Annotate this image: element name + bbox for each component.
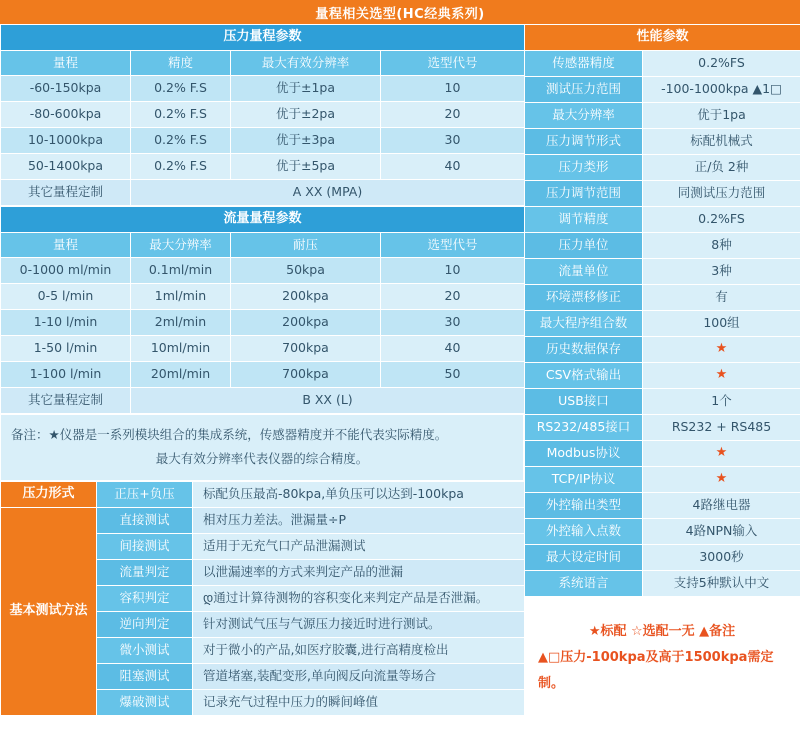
table-row <box>525 493 800 519</box>
param-label: CSV格式输出 <box>525 363 643 389</box>
table-row <box>525 51 800 77</box>
pressure-col-accuracy: 精度 <box>131 51 231 76</box>
param-value: 优于1pa <box>643 103 800 129</box>
cell-pressure: 700kpa <box>231 362 381 388</box>
table-row <box>1 336 525 362</box>
param-label: TCP/IP协议 <box>525 467 643 493</box>
cell-resolution: 优于±3pa <box>231 128 381 154</box>
param-label: 最大分辨率 <box>525 103 643 129</box>
param-label: 压力单位 <box>525 233 643 259</box>
table-row <box>525 207 800 233</box>
method-name: 容积判定 <box>97 585 193 611</box>
param-value: 同测试压力范围 <box>643 181 800 207</box>
page-title: 量程相关选型(HC经典系列) <box>0 0 800 24</box>
param-value: 有 <box>643 285 800 311</box>
method-name: 间接测试 <box>97 533 193 559</box>
table-row <box>1 481 525 507</box>
table-row <box>1 102 525 128</box>
flow-column-headers <box>1 233 525 258</box>
param-label: 调节精度 <box>525 207 643 233</box>
cell-range: 0-1000 ml/min <box>1 258 131 284</box>
method-desc: 适用于无充气口产品泄漏测试 <box>193 533 525 559</box>
table-row <box>1 362 525 388</box>
cell-resolution: 0.1ml/min <box>131 258 231 284</box>
cell-code: 20 <box>381 284 525 310</box>
method-name: 直接测试 <box>97 507 193 533</box>
pressure-col-resolution: 最大有效分辨率 <box>231 51 381 76</box>
table-row <box>525 259 800 285</box>
remark-line-2: 最大有效分辨率代表仪器的综合精度。 <box>155 450 369 466</box>
table-row <box>525 285 800 311</box>
flow-col-resolution: 最大分辨率 <box>131 233 231 258</box>
table-row <box>1 76 525 102</box>
method-name: 爆破测试 <box>97 689 193 715</box>
param-label: 流量单位 <box>525 259 643 285</box>
table-row <box>1 310 525 336</box>
method-name: 微小测试 <box>97 637 193 663</box>
method-desc: 标配负压最高-80kpa,单负压可以达到-100kpa <box>193 481 525 507</box>
param-value: ★ <box>643 363 800 389</box>
table-row <box>525 311 800 337</box>
method-name: 流量判定 <box>97 559 193 585</box>
cell-code: 40 <box>381 154 525 180</box>
cell-resolution: 20ml/min <box>131 362 231 388</box>
cell-pressure: 200kpa <box>231 310 381 336</box>
param-value: 0.2%FS <box>643 51 800 77</box>
pressure-custom-label: 其它量程定制 <box>1 180 131 206</box>
param-label: 外控输入点数 <box>525 519 643 545</box>
flow-col-code: 选型代号 <box>381 233 525 258</box>
legend-line-1: ★标配 ☆选配一无 ▲备注 <box>588 624 736 639</box>
cell-accuracy: 0.2% F.S <box>131 76 231 102</box>
cell-range: -80-600kpa <box>1 102 131 128</box>
pressure-form-label: 压力形式 <box>1 481 97 507</box>
cell-range: 10-1000kpa <box>1 128 131 154</box>
left-column <box>0 24 524 716</box>
table-row <box>1 507 525 533</box>
cell-code: 40 <box>381 336 525 362</box>
cell-pressure: 50kpa <box>231 258 381 284</box>
table-row <box>525 129 800 155</box>
pressure-custom-value: A XX (MPA) <box>131 180 525 206</box>
param-label: 系统语言 <box>525 571 643 597</box>
cell-resolution: 优于±2pa <box>231 102 381 128</box>
cell-code: 50 <box>381 362 525 388</box>
table-row <box>1 154 525 180</box>
param-value: 0.2%FS <box>643 207 800 233</box>
param-label: 最大程序组合数 <box>525 311 643 337</box>
performance-table <box>524 24 800 597</box>
cell-resolution: 优于±1pa <box>231 76 381 102</box>
cell-pressure: 200kpa <box>231 284 381 310</box>
param-value: 8种 <box>643 233 800 259</box>
table-row <box>1 128 525 154</box>
cell-code: 30 <box>381 310 525 336</box>
param-value: 3种 <box>643 259 800 285</box>
table-row <box>525 571 800 597</box>
method-desc: 相对压力差法。泄漏量÷P <box>193 507 525 533</box>
param-value: -100-1000kpa ▲1□ <box>643 77 800 103</box>
cell-resolution: 1ml/min <box>131 284 231 310</box>
param-label: 压力调节形式 <box>525 129 643 155</box>
legend-line-2: ▲□压力-100kpa及高于1500kpa需定 <box>538 650 774 665</box>
method-name: 正压+负压 <box>97 481 193 507</box>
param-value: 1个 <box>643 389 800 415</box>
method-desc: 针对测试气压与气源压力接近时进行测试。 <box>193 611 525 637</box>
flow-col-range: 量程 <box>1 233 131 258</box>
table-row <box>525 337 800 363</box>
table-row <box>525 519 800 545</box>
cell-resolution: 10ml/min <box>131 336 231 362</box>
param-value: ★ <box>643 467 800 493</box>
cell-range: 1-100 l/min <box>1 362 131 388</box>
cell-accuracy: 0.2% F.S <box>131 154 231 180</box>
param-label: 压力调节范围 <box>525 181 643 207</box>
table-row <box>525 441 800 467</box>
param-label: USB接口 <box>525 389 643 415</box>
table-row <box>1 258 525 284</box>
table-row <box>1 284 525 310</box>
param-value: 标配机械式 <box>643 129 800 155</box>
param-value: 3000秒 <box>643 545 800 571</box>
method-desc: 以泄漏速率的方式来判定产品的泄漏 <box>193 559 525 585</box>
remarks-box <box>0 414 524 481</box>
cell-pressure: 700kpa <box>231 336 381 362</box>
flow-col-pressure: 耐压 <box>231 233 381 258</box>
cell-resolution: 优于±5pa <box>231 154 381 180</box>
cell-range: 50-1400kpa <box>1 154 131 180</box>
table-row <box>525 181 800 207</box>
cell-code: 20 <box>381 102 525 128</box>
method-desc: 记录充气过程中压力的瞬间峰值 <box>193 689 525 715</box>
remark-line-1: 备注：★仪器是一系列模块组合的集成系统，传感器精度并不能代表实际精度。 <box>11 427 448 442</box>
cell-range: -60-150kpa <box>1 76 131 102</box>
cell-range: 1-50 l/min <box>1 336 131 362</box>
table-row <box>525 363 800 389</box>
performance-heading: 性能参数 <box>525 25 800 51</box>
method-desc: დ通过计算待测物的容积变化来判定产品是否泄漏。 <box>193 585 525 611</box>
methods-table <box>0 481 525 716</box>
param-value: 100组 <box>643 311 800 337</box>
cell-accuracy: 0.2% F.S <box>131 128 231 154</box>
content-columns <box>0 24 800 716</box>
legend-box <box>524 597 800 697</box>
param-label: 传感器精度 <box>525 51 643 77</box>
param-value: RS232 + RS485 <box>643 415 800 441</box>
table-row <box>525 389 800 415</box>
param-value: 支持5种默认中文 <box>643 571 800 597</box>
cell-range: 1-10 l/min <box>1 310 131 336</box>
table-row <box>1 180 525 206</box>
table-row <box>525 77 800 103</box>
cell-resolution: 2ml/min <box>131 310 231 336</box>
method-desc: 对于微小的产品,如医疗胶囊,进行高精度检出 <box>193 637 525 663</box>
param-value: ★ <box>643 337 800 363</box>
table-row <box>525 467 800 493</box>
param-value: ★ <box>643 441 800 467</box>
param-label: Modbus协议 <box>525 441 643 467</box>
cell-code: 10 <box>381 76 525 102</box>
cell-code: 30 <box>381 128 525 154</box>
cell-code: 10 <box>381 258 525 284</box>
pressure-col-range: 量程 <box>1 51 131 76</box>
param-label: 外控输出类型 <box>525 493 643 519</box>
table-row <box>1 388 525 414</box>
flow-custom-label: 其它量程定制 <box>1 388 131 414</box>
param-value: 正/负 2种 <box>643 155 800 181</box>
param-value: 4路NPN输入 <box>643 519 800 545</box>
method-desc: 管道堵塞,装配变形,单向阀反向流量等场合 <box>193 663 525 689</box>
table-row <box>525 545 800 571</box>
flow-section-heading: 流量量程参数 <box>1 207 525 233</box>
table-row <box>525 155 800 181</box>
test-methods-label: 基本测试方法 <box>1 507 97 715</box>
pressure-column-headers <box>1 51 525 76</box>
pressure-section-heading: 压力量程参数 <box>1 25 525 51</box>
param-label: 历史数据保存 <box>525 337 643 363</box>
legend-line-3: 制。 <box>538 676 565 691</box>
flow-custom-value: B XX (L) <box>131 388 525 414</box>
table-row <box>525 233 800 259</box>
param-label: 压力类形 <box>525 155 643 181</box>
pressure-col-code: 选型代号 <box>381 51 525 76</box>
param-label: RS232/485接口 <box>525 415 643 441</box>
cell-range: 0-5 l/min <box>1 284 131 310</box>
flow-range-table <box>0 206 525 414</box>
performance-heading-row <box>525 25 800 51</box>
table-row <box>525 415 800 441</box>
right-column <box>524 24 800 697</box>
cell-accuracy: 0.2% F.S <box>131 102 231 128</box>
param-value: 4路继电器 <box>643 493 800 519</box>
method-name: 逆向判定 <box>97 611 193 637</box>
param-label: 环境漂移修正 <box>525 285 643 311</box>
table-row <box>525 103 800 129</box>
flow-section-heading-row <box>1 207 525 233</box>
method-name: 阻塞测试 <box>97 663 193 689</box>
pressure-range-table <box>0 24 525 206</box>
pressure-section-heading-row <box>1 25 525 51</box>
param-label: 测试压力范围 <box>525 77 643 103</box>
param-label: 最大设定时间 <box>525 545 643 571</box>
